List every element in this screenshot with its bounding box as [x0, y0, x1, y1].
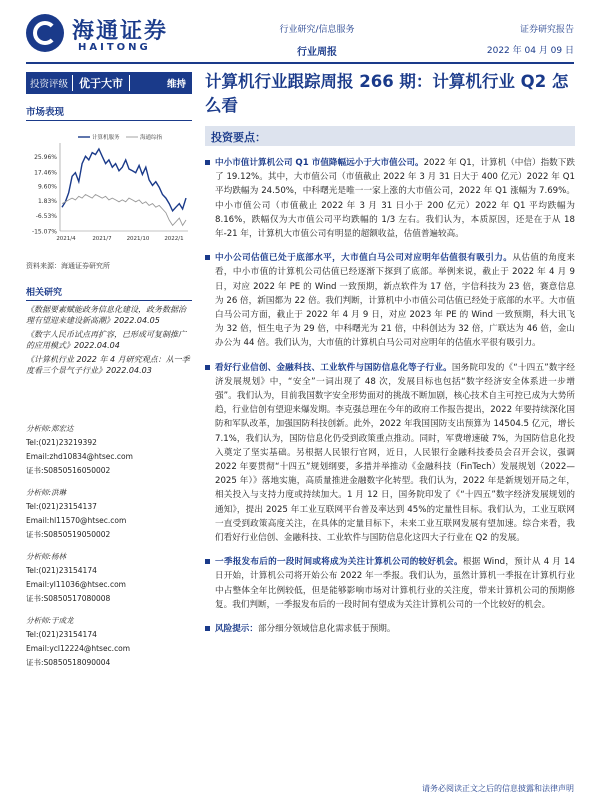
chart-x-tick-label: 2021/7: [92, 236, 112, 242]
market-title-rule: [26, 120, 192, 121]
related-item[interactable]: 《数据要素赋能政务信息化建设，政务数据治理有望迎来建设新高潮》2022.04.05: [26, 305, 186, 325]
analyst-email[interactable]: Email:hl11570@htsec.com: [26, 516, 127, 525]
analyst-list: [26, 422, 192, 670]
market-performance-chart: [26, 131, 192, 251]
analyst-tel: Tel:(021)23219392: [26, 438, 97, 447]
key-point-paragraph: [205, 361, 575, 546]
report-title: 计算机行业跟踪周报 266 期：计算机行业 Q2 怎么看: [205, 72, 569, 115]
header-date: 2022 年 04 月 09 日: [486, 46, 574, 56]
chart-x-tick-label: 2021/4: [56, 236, 76, 242]
analyst-name: 分析师:洪琳: [26, 488, 67, 497]
chart-y-tick-label: 17.46%: [34, 169, 57, 177]
key-point-paragraph: [205, 555, 575, 612]
sidebar: [26, 72, 192, 670]
analyst-email[interactable]: Email:zhd10834@htsec.com: [26, 452, 133, 461]
market-performance-title: 市场表现: [26, 107, 65, 118]
analyst-name: 分析师:于成龙: [26, 616, 74, 625]
rating-label: 投资评级: [30, 79, 69, 90]
analyst-tel: Tel:(021)23154174: [26, 630, 97, 639]
market-chart-svg: [26, 131, 192, 251]
chart-y-tick-label: -6.53%: [35, 212, 57, 220]
key-point-body: 根据 Wind，预计从 4 月 14 日开始，计算机公司将开始公布 2022 年一季报。我们认为，虽然计算机一季报在计算机行业中占整体全年比例较低，但是能够影响市场对计算机行业的关注度，带来计算机公司的预期修复。我们判断，一季报发布后的一段时间有望成为关注计算机公司的一个比较好的机会。: [215, 557, 575, 610]
chart-y-tick-label: 25.96%: [34, 153, 57, 161]
chart-source: 资料来源：海通证券研究所: [26, 262, 110, 270]
header-right-block: [487, 22, 574, 56]
bullet-square-icon: [205, 255, 210, 260]
analyst-name: 分析师:郑宏达: [26, 424, 74, 433]
key-point-body: 2022 年 Q1，计算机（中信）指数下跌了 19.12%。其中，大市值公司（市值截止 2022 年 3 月 31 日大于 400 亿元）2022 年 Q1 平均跌幅为 24.50%，中科曙光是唯一一家上涨的大市值公司，2022 年 Q1 涨幅为 7.69%。中小市值公司（市值截止 2022 年 3 月 31 日小于 200 亿元）2022 年 Q1 平均跌幅为 8.16%，跌幅仅为大市值公司平均跌幅的 1/3 左右。我们认为，本质原因，还是在于从 18 年-21 年，计算机大市值公司有明显的超额收益，估值普遍较高。: [215, 158, 575, 240]
rating-status: 维持: [166, 79, 186, 90]
logo-chinese-name: 海通证券: [72, 18, 169, 44]
key-point-body: 部分细分领域信息化需求低于预期。: [257, 624, 396, 635]
key-point-body: 从估值的角度来看，中小市值的计算机公司估值已经逐渐下探到了底部。举例来说，截止于 2022 年 4 月 9 日，对应 2022 年 PE 的 Wind 一致预期，新点软件为 17 倍，宇信科技为 23 倍，赛意信息为 26 倍，新国都为 22 倍。我们判断，计算机中小市值公司估值已经处于底部的水平。大市值白马公司方面，截止于 2022 年 4 月 9 日，对应 2023 年 PE 的 Wind 一致预期，科大讯飞为 32 倍，恒生电子为 29 倍，中科曙光为 21 倍，中科创达为 32 倍，广联达为 46 倍，金山办公为 44 倍。我们认为，大市值的计算机白马公司对应明年的估值水平很有吸引力。: [215, 253, 575, 349]
bullet-square-icon: [205, 365, 210, 370]
analyst-email[interactable]: Email:yl11036@htsec.com: [26, 580, 126, 589]
bullet-square-icon: [205, 626, 210, 631]
chart-x-tick-label: 2021/10: [126, 236, 150, 242]
key-point-paragraph: [205, 622, 575, 636]
main-content: [205, 70, 575, 636]
analyst-name: 分析师:杨林: [26, 552, 67, 561]
key-points-header: [205, 126, 575, 146]
analyst-cert: 证书:S0850516050002: [26, 466, 111, 475]
analyst-cert: 证书:S0850517080008: [26, 594, 111, 603]
key-point-lead: 风险提示：: [215, 624, 258, 635]
analyst-tel: Tel:(021)23154137: [26, 502, 97, 511]
chart-x-tick-label: 2022/1: [164, 236, 184, 242]
key-point-body: 国务院印发的《“十四五”数字经济发展规划》中，“安全”一词出现了 48 次，发展目标也包括“数字经济安全体系进一步增强”。我们认为，目前我国数字安全形势面对的挑战不断加剧，核心技术自主可控已成为大势所趋，行业信创有望迎来爆发期。李克强总理在今年的政府工作报告提出，2022 年要持续深化国防和军队改革，加强国防科技创新。此外，2022 年我国国防支出预算为 14504.5 亿元，增长 7.1%，我们认为，国防信息化仍受到政策重点推动。同时，军费增速破 7%，为国防信息化投入奠定了坚实基础。另根据人民银行官网，近日，人民银行金融科技委员会召开会议，强调 2022 年要贯彻“十四五”规划纲要，多措并举推动《金融科技（FinTech）发展规划（2022—2025 年）》落地实施，高质量推进金融数字化转型。我们认为，2022 年是新规划开局之年，相关投入与支持力度或持续加大。1 月 12 日，国务院印发了《“十四五”数字经济发展规划的通知》，提出 2025 年工业互联网平台普及率达到 45%的定量性目标。我们认为，工业互联网一直受到政策高度关注，在具体的定量目标下，未来工业互联网发展有望加速。综合来看，我们看好行业信创、金融科技、工业软件与国防信息化这四大子行业在 Q2 的发展。: [215, 362, 575, 544]
analyst-block: [26, 550, 192, 606]
analyst-email[interactable]: Email:ycl12224@htsec.com: [26, 644, 131, 653]
key-point-lead: 看好行业信创、金融科技、工业软件与国防信息化等子行业。: [215, 362, 452, 373]
analyst-block: [26, 614, 192, 670]
disclaimer-footer: 请务必阅读正文之后的信息披露和法律声明: [422, 784, 574, 793]
analyst-tel: Tel:(021)23154174: [26, 566, 97, 575]
header-doc-type: 证券研究报告: [519, 25, 574, 35]
key-point-lead: 中小市值计算机公司 Q1 市值降幅远小于大市值公司。: [215, 158, 424, 168]
logo-english-name: HAITONG: [78, 42, 151, 53]
chart-y-tick-label: -15.07%: [31, 228, 57, 236]
rating-bar: [26, 72, 192, 94]
header-divider: [26, 62, 574, 64]
related-item[interactable]: 《计算机行业 2022 年 4 月研究观点：从一季度看三个景气子行业》2022.04.03: [26, 355, 190, 375]
analyst-cert: 证书:S0850519050002: [26, 530, 111, 539]
key-point-lead: 中小公司估值已处于底部水平，大市值白马公司对应明年估值很有吸引力。: [215, 253, 513, 264]
key-points-title: 投资要点：: [211, 131, 266, 144]
analyst-cert: 证书:S0850518090004: [26, 658, 111, 667]
key-point-paragraph: [205, 156, 575, 241]
analyst-block: [26, 486, 192, 542]
bullet-square-icon: [205, 160, 210, 165]
header-category-block: [262, 22, 372, 58]
report-header: [0, 0, 600, 66]
logo-mark-icon: [26, 14, 64, 52]
chart-series-line: [62, 149, 186, 211]
chart-series-line: [62, 195, 186, 226]
analyst-block: [26, 422, 192, 478]
bullet-square-icon: [205, 559, 210, 564]
key-point-lead: 一季报发布后的一段时间或将成为关注计算机公司的较好机会。: [215, 557, 463, 568]
rating-value: 优于大市: [72, 75, 130, 91]
related-research-title: 相关研究: [26, 288, 63, 298]
header-category: 行业研究/信息服务: [279, 25, 355, 35]
key-point-paragraph: [205, 251, 575, 350]
chart-legend-label: 计算机服务: [92, 135, 120, 141]
chart-y-tick-label: 1.83%: [37, 197, 57, 205]
header-report-type: 行业周报: [297, 47, 337, 58]
chart-legend-label: 海通综指: [140, 135, 163, 141]
related-item[interactable]: 《数字人民币试点再扩容，已形成可复制推广的应用模式》2022.04.04: [26, 330, 186, 350]
company-logo: [26, 12, 176, 60]
chart-y-tick-label: 9.60%: [37, 183, 57, 191]
related-title-rule: [26, 300, 192, 301]
